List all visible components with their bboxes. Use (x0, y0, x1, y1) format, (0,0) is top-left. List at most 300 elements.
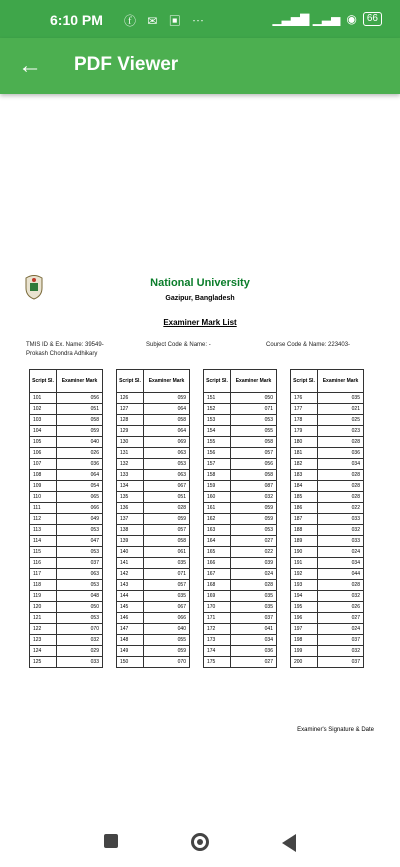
table-row (117, 602, 190, 613)
mark-table (203, 369, 277, 668)
examiner-mark-cell: 063 (144, 470, 190, 481)
script-sl-cell: 188 (291, 525, 318, 536)
table-row (291, 492, 364, 503)
examiner-mark-cell: 055 (231, 426, 277, 437)
script-sl-cell: 110 (30, 492, 57, 503)
col-script-sl: Script Sl. (204, 370, 231, 393)
script-sl-cell: 167 (204, 569, 231, 580)
examiner-mark-cell: 087 (231, 481, 277, 492)
table-row (117, 426, 190, 437)
script-sl-cell: 154 (204, 426, 231, 437)
table-row (30, 503, 103, 514)
script-sl-cell: 101 (30, 393, 57, 404)
table-row (117, 580, 190, 591)
examiner-mark-cell: 054 (57, 481, 103, 492)
script-sl-cell: 129 (117, 426, 144, 437)
examiner-mark-cell: 032 (318, 646, 364, 657)
table-row (117, 514, 190, 525)
examiner-mark-cell: 061 (144, 547, 190, 558)
script-sl-cell: 168 (204, 580, 231, 591)
script-sl-cell: 137 (117, 514, 144, 525)
examiner-mark-cell: 053 (231, 415, 277, 426)
examiner-mark-cell: 028 (318, 481, 364, 492)
table-row (30, 602, 103, 613)
script-sl-cell: 132 (117, 459, 144, 470)
examiner-mark-cell: 055 (144, 635, 190, 646)
signature-label: Examiner's Signature & Date (297, 727, 374, 733)
examiner-mark-cell: 024 (318, 547, 364, 558)
examiner-mark-cell: 027 (318, 613, 364, 624)
script-sl-cell: 148 (117, 635, 144, 646)
script-sl-cell: 126 (117, 393, 144, 404)
table-row (204, 602, 277, 613)
examiner-mark-cell: 049 (57, 514, 103, 525)
examiner-mark-cell: 035 (231, 591, 277, 602)
table-row (117, 624, 190, 635)
examiner-mark-cell: 027 (231, 536, 277, 547)
table-row (204, 415, 277, 426)
wifi-icon: ◉ (346, 12, 357, 26)
table-row (291, 624, 364, 635)
col-examiner-mark: Examiner Mark (57, 370, 103, 393)
script-sl-cell: 140 (117, 547, 144, 558)
script-sl-cell: 191 (291, 558, 318, 569)
examiner-mark-cell: 037 (57, 558, 103, 569)
script-sl-cell: 157 (204, 459, 231, 470)
examiner-mark-cell: 067 (144, 602, 190, 613)
examiner-mark-cell: 065 (57, 492, 103, 503)
table-row (291, 536, 364, 547)
document-title: Examiner Mark List (163, 318, 237, 327)
table-row (30, 580, 103, 591)
script-sl-cell: 134 (117, 481, 144, 492)
table-row (291, 437, 364, 448)
col-examiner-mark: Examiner Mark (231, 370, 277, 393)
examiner-mark-cell: 059 (144, 514, 190, 525)
script-sl-cell: 123 (30, 635, 57, 646)
script-sl-cell: 151 (204, 393, 231, 404)
university-name: National University (150, 277, 250, 289)
table-row (204, 624, 277, 635)
examiner-mark-cell: 023 (318, 426, 364, 437)
table-row (204, 503, 277, 514)
table-row (204, 448, 277, 459)
examiner-mark-cell: 034 (231, 635, 277, 646)
examiner-mark-cell: 036 (231, 646, 277, 657)
table-row (30, 470, 103, 481)
script-sl-cell: 195 (291, 602, 318, 613)
system-nav-bar (0, 820, 400, 867)
examiner-mark-cell: 053 (57, 613, 103, 624)
table-row (30, 437, 103, 448)
examiner-mark-cell: 048 (57, 591, 103, 602)
examiner-mark-cell: 037 (318, 635, 364, 646)
table-row (117, 547, 190, 558)
table-row (30, 525, 103, 536)
examiner-mark-cell: 028 (318, 492, 364, 503)
table-row (291, 602, 364, 613)
examiner-mark-cell: 059 (231, 514, 277, 525)
table-row (204, 514, 277, 525)
table-row (30, 459, 103, 470)
script-sl-cell: 133 (117, 470, 144, 481)
table-row (204, 492, 277, 503)
table-row (291, 503, 364, 514)
table-row (291, 470, 364, 481)
examiner-mark-cell: 035 (144, 591, 190, 602)
table-row (204, 558, 277, 569)
battery-icon: 66 (363, 12, 382, 26)
examiner-mark-cell: 057 (144, 525, 190, 536)
table-row (117, 536, 190, 547)
examiner-mark-cell: 057 (231, 448, 277, 459)
examiner-mark-cell: 036 (57, 459, 103, 470)
examiner-mark-cell: 067 (144, 481, 190, 492)
script-sl-cell: 117 (30, 569, 57, 580)
examiner-mark-cell: 035 (231, 602, 277, 613)
examiner-mark-cell: 053 (231, 525, 277, 536)
table-row (117, 415, 190, 426)
table-row (30, 646, 103, 657)
table-row (30, 569, 103, 580)
table-row (291, 415, 364, 426)
table-row (204, 613, 277, 624)
examiner-mark-cell: 027 (231, 657, 277, 668)
back-icon[interactable] (282, 834, 296, 852)
script-sl-cell: 163 (204, 525, 231, 536)
table-row (30, 448, 103, 459)
table-row (30, 415, 103, 426)
script-sl-cell: 173 (204, 635, 231, 646)
script-sl-cell: 125 (30, 657, 57, 668)
script-sl-cell: 174 (204, 646, 231, 657)
home-icon[interactable] (191, 833, 209, 851)
script-sl-cell: 176 (291, 393, 318, 404)
table-row (117, 525, 190, 536)
table-row (204, 437, 277, 448)
table-row (291, 635, 364, 646)
status-time: 6:10 PM (50, 12, 103, 28)
examiner-mark-cell: 063 (57, 569, 103, 580)
examiner-mark-cell: 050 (57, 602, 103, 613)
examiner-mark-cell: 022 (318, 503, 364, 514)
script-sl-cell: 196 (291, 613, 318, 624)
examiner-mark-cell: 069 (144, 437, 190, 448)
script-sl-cell: 145 (117, 602, 144, 613)
script-sl-cell: 124 (30, 646, 57, 657)
table-row (291, 481, 364, 492)
script-sl-cell: 159 (204, 481, 231, 492)
table-row (291, 580, 364, 591)
examiner-mark-cell: 032 (318, 591, 364, 602)
script-sl-cell: 138 (117, 525, 144, 536)
examiner-mark-cell: 053 (57, 547, 103, 558)
page-title: PDF Viewer (74, 54, 179, 75)
script-sl-cell: 128 (117, 415, 144, 426)
script-sl-cell: 197 (291, 624, 318, 635)
script-sl-cell: 199 (291, 646, 318, 657)
table-row (204, 470, 277, 481)
examiner-mark-cell: 034 (318, 459, 364, 470)
table-row (117, 393, 190, 404)
script-sl-cell: 118 (30, 580, 57, 591)
table-row (117, 613, 190, 624)
table-row (30, 591, 103, 602)
examiner-mark-cell: 053 (144, 459, 190, 470)
script-sl-cell: 130 (117, 437, 144, 448)
app-bar (0, 38, 400, 94)
table-row (204, 481, 277, 492)
examiner-name: Prokash Chondra Adhikary (26, 351, 98, 357)
script-sl-cell: 178 (291, 415, 318, 426)
mark-table (290, 369, 364, 668)
script-sl-cell: 104 (30, 426, 57, 437)
table-row (117, 492, 190, 503)
examiner-mark-cell: 032 (318, 525, 364, 536)
table-row (117, 470, 190, 481)
examiner-mark-cell: 024 (318, 624, 364, 635)
col-script-sl: Script Sl. (30, 370, 57, 393)
script-sl-cell: 143 (117, 580, 144, 591)
script-sl-cell: 144 (117, 591, 144, 602)
examiner-mark-cell: 026 (57, 448, 103, 459)
table-row (117, 635, 190, 646)
col-examiner-mark: Examiner Mark (144, 370, 190, 393)
script-sl-cell: 107 (30, 459, 57, 470)
table-row (117, 459, 190, 470)
script-sl-cell: 111 (30, 503, 57, 514)
table-row (204, 657, 277, 668)
script-sl-cell: 164 (204, 536, 231, 547)
script-sl-cell: 141 (117, 558, 144, 569)
script-sl-cell: 113 (30, 525, 57, 536)
mark-table (29, 369, 103, 668)
col-examiner-mark: Examiner Mark (318, 370, 364, 393)
examiner-mark-cell: 059 (57, 426, 103, 437)
script-sl-cell: 116 (30, 558, 57, 569)
table-row (291, 558, 364, 569)
table-row (30, 547, 103, 558)
status-bar (0, 0, 400, 38)
script-sl-cell: 194 (291, 591, 318, 602)
mark-table (116, 369, 190, 668)
table-row (117, 404, 190, 415)
examiner-mark-cell: 059 (231, 503, 277, 514)
script-sl-cell: 139 (117, 536, 144, 547)
script-sl-cell: 115 (30, 547, 57, 558)
examiner-mark-cell: 058 (231, 437, 277, 448)
script-sl-cell: 153 (204, 415, 231, 426)
script-sl-cell: 135 (117, 492, 144, 503)
examiner-mark-cell: 044 (318, 569, 364, 580)
table-row (117, 503, 190, 514)
examiner-mark-cell: 059 (144, 646, 190, 657)
script-sl-cell: 182 (291, 459, 318, 470)
table-row (30, 536, 103, 547)
script-sl-cell: 105 (30, 437, 57, 448)
examiner-mark-cell: 037 (231, 613, 277, 624)
table-row (117, 646, 190, 657)
examiner-mark-cell: 037 (318, 657, 364, 668)
examiner-mark-cell: 051 (144, 492, 190, 503)
script-sl-cell: 146 (117, 613, 144, 624)
script-sl-cell: 119 (30, 591, 57, 602)
examiner-mark-cell: 025 (318, 415, 364, 426)
examiner-mark-cell: 028 (231, 580, 277, 591)
examiner-mark-cell: 070 (57, 624, 103, 635)
script-sl-cell: 155 (204, 437, 231, 448)
table-row (30, 481, 103, 492)
script-sl-cell: 112 (30, 514, 57, 525)
examiner-mark-cell: 047 (57, 536, 103, 547)
examiner-mark-cell: 041 (231, 624, 277, 635)
script-sl-cell: 166 (204, 558, 231, 569)
examiner-mark-cell: 064 (57, 470, 103, 481)
examiner-mark-cell: 033 (318, 536, 364, 547)
table-row (30, 393, 103, 404)
table-row (30, 404, 103, 415)
table-row (204, 591, 277, 602)
table-row (117, 591, 190, 602)
table-row (30, 624, 103, 635)
script-sl-cell: 193 (291, 580, 318, 591)
script-sl-cell: 192 (291, 569, 318, 580)
script-sl-cell: 136 (117, 503, 144, 514)
table-row (30, 657, 103, 668)
examiner-mark-cell: 058 (144, 415, 190, 426)
table-row (291, 525, 364, 536)
examiner-mark-cell: 028 (318, 437, 364, 448)
examiner-mark-cell: 050 (231, 393, 277, 404)
examiner-mark-cell: 021 (318, 404, 364, 415)
script-sl-cell: 183 (291, 470, 318, 481)
examiner-mark-cell: 051 (57, 404, 103, 415)
script-sl-cell: 180 (291, 437, 318, 448)
table-row (30, 635, 103, 646)
table-row (30, 514, 103, 525)
course-info: Course Code & Name: 223403- (266, 342, 351, 348)
pdf-page[interactable] (20, 260, 380, 750)
table-row (291, 448, 364, 459)
table-row (117, 569, 190, 580)
table-row (204, 459, 277, 470)
script-sl-cell: 172 (204, 624, 231, 635)
examiner-mark-cell: 053 (57, 525, 103, 536)
recents-icon[interactable] (104, 834, 118, 848)
table-row (291, 404, 364, 415)
examiner-mark-cell: 058 (231, 470, 277, 481)
col-script-sl: Script Sl. (291, 370, 318, 393)
table-row (291, 569, 364, 580)
examiner-mark-cell: 026 (318, 602, 364, 613)
examiner-mark-cell: 028 (144, 503, 190, 514)
script-sl-cell: 169 (204, 591, 231, 602)
table-row (204, 635, 277, 646)
back-arrow-icon[interactable]: ← (18, 52, 42, 79)
table-row (291, 426, 364, 437)
table-row (204, 536, 277, 547)
examiner-mark-cell: 029 (57, 646, 103, 657)
table-row (291, 393, 364, 404)
examiner-mark-cell: 024 (231, 569, 277, 580)
examiner-mark-cell: 058 (57, 415, 103, 426)
script-sl-cell: 103 (30, 415, 57, 426)
table-row (204, 569, 277, 580)
script-sl-cell: 187 (291, 514, 318, 525)
signal-icon: ▁▃▅▇ ▁▃▅ (272, 12, 341, 26)
status-right-icons (272, 12, 382, 26)
examiner-mark-cell: 028 (318, 580, 364, 591)
script-sl-cell: 161 (204, 503, 231, 514)
script-sl-cell: 108 (30, 470, 57, 481)
examiner-mark-cell: 022 (231, 547, 277, 558)
script-sl-cell: 142 (117, 569, 144, 580)
script-sl-cell: 179 (291, 426, 318, 437)
script-sl-cell: 158 (204, 470, 231, 481)
script-sl-cell: 189 (291, 536, 318, 547)
examiner-mark-cell: 033 (318, 514, 364, 525)
script-sl-cell: 120 (30, 602, 57, 613)
script-sl-cell: 114 (30, 536, 57, 547)
examiner-mark-cell: 066 (57, 503, 103, 514)
table-row (117, 558, 190, 569)
table-row (117, 437, 190, 448)
table-row (291, 613, 364, 624)
examiner-mark-cell: 053 (57, 580, 103, 591)
examiner-mark-cell: 036 (318, 448, 364, 459)
table-row (291, 657, 364, 668)
examiner-mark-cell: 066 (144, 613, 190, 624)
examiner-mark-cell: 057 (144, 580, 190, 591)
script-sl-cell: 152 (204, 404, 231, 415)
script-sl-cell: 131 (117, 448, 144, 459)
table-row (204, 404, 277, 415)
table-row (291, 514, 364, 525)
examiner-mark-cell: 070 (144, 657, 190, 668)
script-sl-cell: 162 (204, 514, 231, 525)
table-row (117, 448, 190, 459)
examiner-mark-cell: 056 (57, 393, 103, 404)
script-sl-cell: 177 (291, 404, 318, 415)
examiner-mark-cell: 040 (57, 437, 103, 448)
script-sl-cell: 160 (204, 492, 231, 503)
examiner-mark-cell: 058 (144, 536, 190, 547)
script-sl-cell: 200 (291, 657, 318, 668)
script-sl-cell: 198 (291, 635, 318, 646)
examiner-mark-cell: 071 (144, 569, 190, 580)
script-sl-cell: 165 (204, 547, 231, 558)
table-row (291, 646, 364, 657)
examiner-mark-cell: 033 (57, 657, 103, 668)
script-sl-cell: 184 (291, 481, 318, 492)
examiner-mark-cell: 039 (231, 558, 277, 569)
tmis-info (26, 341, 104, 359)
examiner-mark-cell: 063 (144, 448, 190, 459)
table-row (291, 547, 364, 558)
table-row (204, 525, 277, 536)
table-row (204, 426, 277, 437)
script-sl-cell: 127 (117, 404, 144, 415)
script-sl-cell: 190 (291, 547, 318, 558)
examiner-mark-cell: 056 (231, 459, 277, 470)
col-script-sl: Script Sl. (117, 370, 144, 393)
tmis-label: TMIS ID & Ex. Name: 39549- (26, 342, 104, 348)
examiner-mark-cell: 064 (144, 426, 190, 437)
examiner-mark-cell: 032 (231, 492, 277, 503)
examiner-mark-cell: 071 (231, 404, 277, 415)
script-sl-cell: 186 (291, 503, 318, 514)
script-sl-cell: 121 (30, 613, 57, 624)
